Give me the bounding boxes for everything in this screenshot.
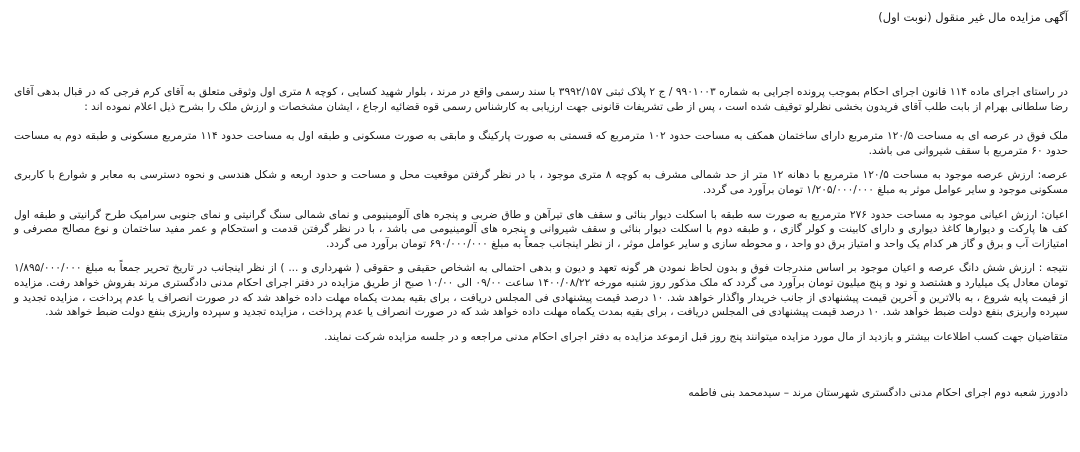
document-title: آگهی مزایده مال غیر منقول (نوبت اول): [878, 10, 1068, 24]
result-paragraph: نتیجه : ارزش شش دانگ عرصه و اعیان موجود بر اساس مندرجات فوق و بدون لحاظ نمودن هر گونه تعهد و دیون و بدهی احتمالی به اشخاص حقیقی و حقوقی ( شهرداری و ... ) از نظر اینجانب در تاریخ تحریر جمعاً به مبلغ ۱/۸۹۵/۰۰۰/۰۰۰ تومان معادل یک میلیارد و هشتصد و نود و پنج میلیون تومان برآورد می گردد که ملک مذکور روز شنبه مورخه ۱۴۰۰/۰۸/۲۲ ساعت ۰۹/۰۰ الی ۱۰/۰۰ صبح از طریق مزایده در دفتر اجرای احکام مدنی دادگستری مرند بفروش خواهد رفت. مزایده از قیمت پایه شروع ، به بالاترین و آخرین قیمت پیشنهادی از جانب خریدار واگذار خواهد شد. ۱۰ درصد قیمت پیشنهادی فی المجلس دریافت ، برای بقیه بمدت یکماه مهلت داده خواهد شد که در صورت انصراف یا عدم پرداخت ، مزایده تجدید و سپرده واریزی بنفع دولت ضبط خواهد شد. ۱۰ درصد قیمت پیشنهادی فی المجلس دریافت ، برای بقیه بمدت یکماه مهلت داده خواهد شد که در صورت انصراف یا عدم پرداخت ، مزایده تجدید و سپرده واریزی بنفع دولت ضبط خواهد شد.: [14, 262, 1068, 319]
signature-line: دادورز شعبه دوم اجرای احکام مدنی دادگستری شهرستان مرند – سیدمحمد بنی فاطمه: [688, 387, 1068, 400]
building-valuation-paragraph: اعیان: ارزش اعیانی موجود به مساحت حدود ۲۷۶ مترمربع به صورت سه طبقه با اسکلت دیوار بنائی و سقف های تیرآهن و طاق ضربی و پنجره های آلومینیومی و نمای شمالی سنگ گرانیتی و نمای جنوبی سرامیک طرح گرانیتی و طبقه اول کف ها پارکت و دیوارها کاغذ دیواری و دارای کابینت و کولر گازی ، و طبقه دوم با اسکلت دیوار بنائی و سقف شیروانی و پنجره های آلومینیومی می باشد ، با در نظر گرفتن قدمت و استحکام و عمر مفید ساختمان و نوع مصالح مصرفی و امتیازات آب و برق و گاز هر کدام یک واحد و امتیاز برق دو واحد ، و محوطه سازی و سایر عوامل موثر ، از نظر اینجانب جمعاً به مبلغ ۶۹۰/۰۰۰/۰۰۰ تومان برآورد می گردد.: [14, 208, 1069, 250]
property-description-paragraph: ملک فوق در عرصه ای به مساحت ۱۲۰/۵ مترمربع دارای ساختمان همکف به مساحت حدود ۱۰۲ مترمربع که قسمتی به صورت پارکینگ و مابقی به صورت مسکونی و طبقه اول به مساحت حدود ۱۱۴ مترمربع مسکونی و طبقه دوم به مساحت حدود ۶۰ مترمربع با سقف شیروانی می باشد.: [14, 130, 1068, 157]
applicants-paragraph: متقاضیان جهت کسب اطلاعات بیشتر و بازدید از مال مورد مزایده میتوانند پنج روز قبل ازموعد مزایده به دفتر اجرای احکام مدنی مراجعه و در جلسه مزایده شرکت نمایند.: [324, 330, 1068, 343]
land-valuation-paragraph: عرصه: ارزش عرصه موجود به مساحت ۱۲۰/۵ مترمربع با دهانه ۱۲ متر از حد شمالی مشرف به کوچه ۸ متری موجود ، با در نظر گرفتن موقعیت محل و مساحت و حدود اربعه و شکل هندسی و نحوه دسترسی به معابر و شوارع با کاربری مسکونی موجود و سایر عوامل موثر به مبلغ ۱/۲۰۵/۰۰۰/۰۰۰ تومان برآورد می گردد.: [14, 169, 1068, 196]
intro-paragraph: در راستای اجرای ماده ۱۱۴ قانون اجرای احکام بموجب پرونده اجرایی به شماره ۹۹۰۱۰۰۳ / ج ۲ پلاک ثبتی ۳۹۹۲/۱۵۷ با سند رسمی واقع در مرند ، بلوار شهید کسایی ، کوچه ۸ متری اول وثوقی متعلق به آقای کرم فرجی که در قبال بدهی آقای رضا سلطانی بهرام از بابت طلب آقای فریدون بخشی نظرلو توقیف شده است ، پس از طی تشریفات قانونی جهت ارزیابی به کارشناس رسمی قوه قضائیه ارجاع ، ایشان مشخصات و ارزش ملک را بشرح ذیل اعلام نموده اند :: [14, 86, 1068, 113]
